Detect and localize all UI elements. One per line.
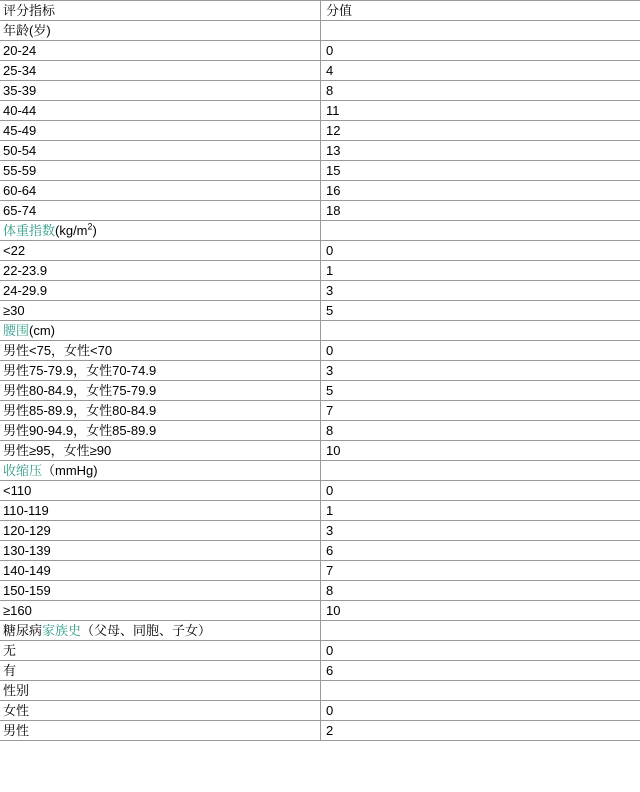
label-prefix: 130-139 <box>3 542 51 558</box>
row-score-value <box>321 681 640 701</box>
label-text <box>3 83 36 98</box>
label-prefix: 糖尿病 <box>3 622 43 638</box>
label-prefix: 男性75-79.9，女性70-74.9 <box>3 362 157 378</box>
label-prefix: 男性80-84.9，女性75-79.9 <box>3 382 157 398</box>
label-highlight: 收缩压 <box>3 462 43 478</box>
row-score-value: 8 <box>321 421 640 441</box>
label-text <box>3 483 31 498</box>
row-section-label <box>0 221 321 241</box>
row-score-value: 11 <box>321 101 640 121</box>
row-item-label <box>0 201 321 221</box>
row-section-label <box>0 321 321 341</box>
row-item-label <box>0 581 321 601</box>
label-text <box>3 603 32 618</box>
table-body <box>0 1 640 741</box>
row-score-value: 7 <box>321 561 640 581</box>
label-text <box>3 323 55 338</box>
label-suffix: (cm) <box>29 322 56 338</box>
label-text <box>3 543 51 558</box>
row-score-value: 1 <box>321 261 640 281</box>
label-text <box>3 43 36 58</box>
table-row <box>0 481 640 501</box>
row-item-label <box>0 121 321 141</box>
label-prefix: 男性 <box>3 722 30 738</box>
label-prefix: 男性85-89.9，女性80-84.9 <box>3 402 157 418</box>
label-text <box>3 643 16 658</box>
label-text <box>3 283 47 298</box>
label-text <box>3 303 25 318</box>
label-prefix: 150-159 <box>3 582 51 598</box>
label-text <box>3 523 51 538</box>
row-item-label <box>0 601 321 621</box>
label-text <box>3 443 111 458</box>
row-score-value <box>321 21 640 41</box>
table-row <box>0 381 640 401</box>
label-highlight: 家族史 <box>42 622 82 638</box>
label-prefix: 45-49 <box>3 122 37 138</box>
table-row <box>0 121 640 141</box>
label-text <box>3 463 98 478</box>
table-row <box>0 281 640 301</box>
table-row <box>0 641 640 661</box>
table-row <box>0 221 640 241</box>
header-cell-score: 分值 <box>321 1 640 21</box>
row-section-label <box>0 621 321 641</box>
row-score-value: 8 <box>321 81 640 101</box>
table-row <box>0 561 640 581</box>
label-text <box>3 403 156 418</box>
table-row <box>0 441 640 461</box>
table-row <box>0 421 640 441</box>
row-score-value: 13 <box>321 141 640 161</box>
row-score-value: 1 <box>321 501 640 521</box>
label-text <box>3 423 156 438</box>
row-item-label <box>0 41 321 61</box>
table-row <box>0 21 640 41</box>
row-score-value: 5 <box>321 301 640 321</box>
label-prefix: 50-54 <box>3 142 37 158</box>
row-score-value: 3 <box>321 361 640 381</box>
row-item-label <box>0 441 321 461</box>
label-text <box>3 363 156 378</box>
table-row <box>0 361 640 381</box>
label-text <box>3 63 36 78</box>
table-row <box>0 321 640 341</box>
row-section-label <box>0 21 321 41</box>
row-score-value: 4 <box>321 61 640 81</box>
row-item-label <box>0 101 321 121</box>
label-prefix: 25-34 <box>3 62 37 78</box>
label-text <box>3 203 36 218</box>
label-text <box>3 103 36 118</box>
table-row <box>0 661 640 681</box>
label-text <box>3 223 97 238</box>
label-prefix: 无 <box>3 642 17 658</box>
table-row <box>0 41 640 61</box>
row-score-value: 8 <box>321 581 640 601</box>
label-suffix: (kg/m <box>55 222 88 238</box>
row-item-label <box>0 141 321 161</box>
row-item-label <box>0 361 321 381</box>
row-item-label <box>0 61 321 81</box>
table-row <box>0 701 640 721</box>
row-score-value: 18 <box>321 201 640 221</box>
table-row <box>0 601 640 621</box>
label-prefix: ≥160 <box>3 602 32 618</box>
label-prefix: 男性≥95，女性≥90 <box>3 442 112 458</box>
label-prefix: 120-129 <box>3 522 51 538</box>
label-text <box>3 703 29 718</box>
table-row <box>0 141 640 161</box>
label-prefix: 女性 <box>3 702 30 718</box>
row-score-value: 6 <box>321 661 640 681</box>
row-score-value: 12 <box>321 121 640 141</box>
table-row <box>0 721 640 741</box>
label-superscript: 2 <box>87 221 93 232</box>
label-text <box>3 663 16 678</box>
row-score-value: 10 <box>321 601 640 621</box>
label-prefix: 20-24 <box>3 42 37 58</box>
row-score-value <box>321 621 640 641</box>
row-score-value: 16 <box>321 181 640 201</box>
row-item-label <box>0 701 321 721</box>
label-text <box>3 183 36 198</box>
table-row <box>0 401 640 421</box>
label-text <box>3 583 51 598</box>
row-score-value: 3 <box>321 521 640 541</box>
row-score-value: 15 <box>321 161 640 181</box>
label-text <box>3 163 36 178</box>
label-prefix: <110 <box>3 482 32 498</box>
row-item-label <box>0 401 321 421</box>
row-item-label <box>0 181 321 201</box>
label-prefix: 24-29.9 <box>3 282 48 298</box>
row-item-label <box>0 481 321 501</box>
label-suffix: （父母、同胞、子女） <box>81 622 212 638</box>
table-row <box>0 681 640 701</box>
row-item-label <box>0 161 321 181</box>
table-row <box>0 461 640 481</box>
table-row <box>0 581 640 601</box>
row-score-value <box>321 221 640 241</box>
row-item-label <box>0 301 321 321</box>
label-prefix: 性别 <box>3 682 30 698</box>
label-suffix: （mmHg) <box>42 462 98 478</box>
label-prefix: ≥30 <box>3 302 25 318</box>
row-item-label <box>0 81 321 101</box>
label-prefix: 55-59 <box>3 162 37 178</box>
table-row <box>0 161 640 181</box>
label-text <box>3 623 211 638</box>
label-prefix: 男性<75，女性<70 <box>3 342 113 358</box>
row-score-value: 0 <box>321 241 640 261</box>
table-row <box>0 101 640 121</box>
label-prefix: 年龄(岁) <box>3 22 51 38</box>
row-item-label <box>0 281 321 301</box>
label-text <box>3 723 29 738</box>
row-score-value: 10 <box>321 441 640 461</box>
table-header-row <box>0 1 640 21</box>
row-score-value: 5 <box>321 381 640 401</box>
table-row <box>0 61 640 81</box>
row-score-value: 7 <box>321 401 640 421</box>
label-highlight: 体重指数 <box>3 222 56 238</box>
table-row <box>0 501 640 521</box>
table-row <box>0 81 640 101</box>
label-prefix: 140-149 <box>3 562 51 578</box>
row-score-value: 6 <box>321 541 640 561</box>
header-cell-indicator: 评分指标 <box>0 1 321 21</box>
label-prefix: 35-39 <box>3 82 37 98</box>
table-row <box>0 521 640 541</box>
table-row <box>0 301 640 321</box>
table-row <box>0 201 640 221</box>
row-score-value: 0 <box>321 341 640 361</box>
row-section-label <box>0 461 321 481</box>
label-text <box>3 243 25 258</box>
table-row <box>0 541 640 561</box>
row-section-label <box>0 681 321 701</box>
table-row <box>0 341 640 361</box>
row-score-value: 3 <box>321 281 640 301</box>
row-item-label <box>0 521 321 541</box>
row-score-value <box>321 321 640 341</box>
label-text <box>3 383 156 398</box>
label-text <box>3 123 36 138</box>
label-text <box>3 503 49 518</box>
label-prefix: 有 <box>3 662 17 678</box>
row-score-value <box>321 461 640 481</box>
label-prefix: 65-74 <box>3 202 37 218</box>
table-row <box>0 261 640 281</box>
table-row <box>0 621 640 641</box>
label-text <box>3 23 51 38</box>
label-text <box>3 563 51 578</box>
table-row <box>0 181 640 201</box>
row-item-label <box>0 561 321 581</box>
row-score-value: 0 <box>321 481 640 501</box>
label-prefix: 110-119 <box>3 502 49 518</box>
label-tail: ) <box>92 222 97 238</box>
label-highlight: 腰围 <box>3 322 30 338</box>
row-item-label <box>0 641 321 661</box>
row-item-label <box>0 381 321 401</box>
row-item-label <box>0 241 321 261</box>
label-prefix: 22-23.9 <box>3 262 48 278</box>
label-text <box>3 683 29 698</box>
table-row <box>0 241 640 261</box>
row-score-value: 0 <box>321 641 640 661</box>
row-item-label <box>0 501 321 521</box>
row-item-label <box>0 341 321 361</box>
row-item-label <box>0 541 321 561</box>
label-text <box>3 343 112 358</box>
row-item-label <box>0 421 321 441</box>
row-item-label <box>0 661 321 681</box>
label-prefix: 60-64 <box>3 182 37 198</box>
row-score-value: 0 <box>321 701 640 721</box>
label-prefix: 男性90-94.9，女性85-89.9 <box>3 422 157 438</box>
row-score-value: 0 <box>321 41 640 61</box>
row-item-label <box>0 721 321 741</box>
label-text <box>3 263 47 278</box>
row-score-value: 2 <box>321 721 640 741</box>
label-prefix: 40-44 <box>3 102 37 118</box>
label-prefix: <22 <box>3 242 26 258</box>
label-text <box>3 143 36 158</box>
row-item-label <box>0 261 321 281</box>
